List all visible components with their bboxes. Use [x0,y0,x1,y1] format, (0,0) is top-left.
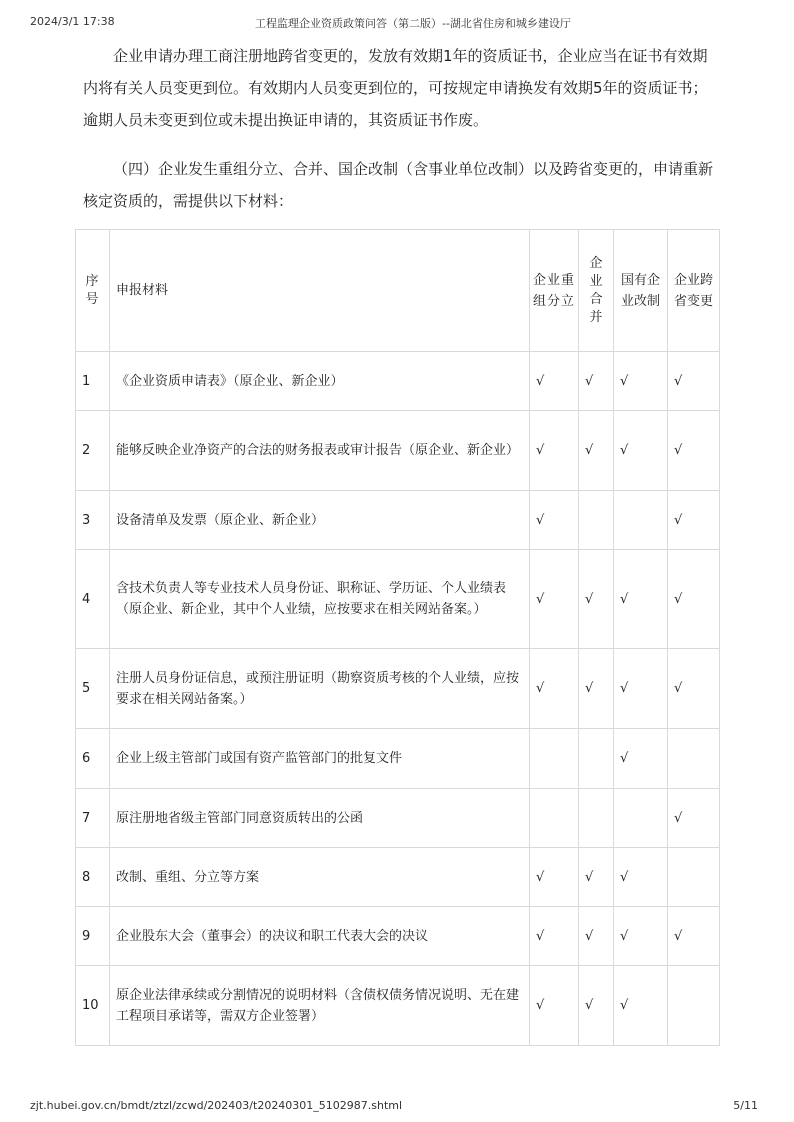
check-cross-province [668,966,720,1046]
check-soe-reform: √ [614,550,668,649]
check-restructure: √ [530,352,579,411]
check-soe-reform: √ [614,848,668,907]
print-page-title: 工程监理企业资质政策问答（第二版）--湖北省住房和城乡建设厅 [255,17,571,30]
header-soe-reform: 国有企业改制 [614,230,668,352]
print-page-number: 5/11 [733,1099,758,1112]
row-material: 改制、重组、分立等方案 [110,848,530,907]
row-material: 原注册地省级主管部门同意资质转出的公函 [110,789,530,848]
check-merge: √ [579,352,614,411]
print-datetime: 2024/3/1 17:38 [30,15,115,28]
check-cross-province: √ [668,352,720,411]
header-restructure: 企业重组分立 [530,230,579,352]
check-merge: √ [579,848,614,907]
check-cross-province: √ [668,649,720,729]
row-material: 设备清单及发票（原企业、新企业） [110,491,530,550]
header-material: 申报材料 [110,230,530,352]
table-row [76,848,720,907]
check-cross-province: √ [668,907,720,966]
check-soe-reform [614,491,668,550]
print-url: zjt.hubei.gov.cn/bmdt/ztzl/zcwd/202403/t20240301_5102987.shtml [30,1099,403,1112]
check-restructure: √ [530,966,579,1046]
check-cross-province: √ [668,550,720,649]
check-cross-province: √ [668,491,720,550]
row-material: 注册人员身份证信息，或预注册证明（勘察资质考核的个人业绩，应按要求在相关网站备案。） [110,649,530,729]
check-cross-province [668,729,720,789]
check-soe-reform: √ [614,729,668,789]
row-number: 6 [76,729,110,789]
table-header-row [76,230,720,352]
row-number: 4 [76,550,110,649]
check-restructure: √ [530,907,579,966]
check-soe-reform: √ [614,966,668,1046]
row-number: 5 [76,649,110,729]
check-restructure: √ [530,491,579,550]
row-material: 企业股东大会（董事会）的决议和职工代表大会的决议 [110,907,530,966]
check-restructure: √ [530,550,579,649]
check-soe-reform: √ [614,649,668,729]
row-material: 含技术负责人等专业技术人员身份证、职称证、学历证、个人业绩表（原企业、新企业，其中个人业绩，应按要求在相关网站备案。） [110,550,530,649]
row-number: 2 [76,411,110,491]
table-row [76,907,720,966]
row-number: 3 [76,491,110,550]
row-material: 企业上级主管部门或国有资产监管部门的批复文件 [110,729,530,789]
check-soe-reform: √ [614,907,668,966]
table-row [76,649,720,729]
row-number: 7 [76,789,110,848]
check-merge [579,729,614,789]
row-number: 1 [76,352,110,411]
table-row [76,550,720,649]
header-cross-province: 企业跨省变更 [668,230,720,352]
check-cross-province [668,848,720,907]
check-merge [579,789,614,848]
check-soe-reform: √ [614,352,668,411]
table-row [76,966,720,1046]
check-cross-province: √ [668,789,720,848]
row-material: 原企业法律承续或分割情况的说明材料（含债权债务情况说明、无在建工程项目承诺等，需双方企业签署） [110,966,530,1046]
table-row [76,729,720,789]
check-restructure: √ [530,848,579,907]
row-number: 9 [76,907,110,966]
check-merge: √ [579,649,614,729]
check-cross-province: √ [668,411,720,491]
row-material: 能够反映企业净资产的合法的财务报表或审计报告（原企业、新企业） [110,411,530,491]
table-row [76,352,720,411]
check-soe-reform [614,789,668,848]
check-restructure: √ [530,411,579,491]
materials-table [75,229,720,1046]
check-merge: √ [579,907,614,966]
check-merge: √ [579,550,614,649]
table-row [76,789,720,848]
check-merge: √ [579,411,614,491]
check-restructure [530,729,579,789]
header-merge: 企业合并 [579,230,614,352]
paragraph-section-four: （四）企业发生重组分立、合并、国企改制（含事业单位改制）以及跨省变更的，申请重新核定资质的，需提供以下材料： [83,160,714,210]
table-row [76,411,720,491]
check-soe-reform: √ [614,411,668,491]
paragraph-cross-province-change: 企业申请办理工商注册地跨省变更的，发放有效期1年的资质证书，企业应当在证书有效期内将有关人员变更到位。有效期内人员变更到位的，可按规定申请换发有效期5年的资质证书；逾期人员未变更到位或未提出换证申请的，其资质证书作废。 [83,47,708,129]
row-material: 《企业资质申请表》（原企业、新企业） [110,352,530,411]
check-restructure: √ [530,649,579,729]
header-index: 序号 [76,230,110,352]
check-merge [579,491,614,550]
row-number: 10 [76,966,110,1046]
check-restructure [530,789,579,848]
row-number: 8 [76,848,110,907]
check-merge: √ [579,966,614,1046]
table-row [76,491,720,550]
